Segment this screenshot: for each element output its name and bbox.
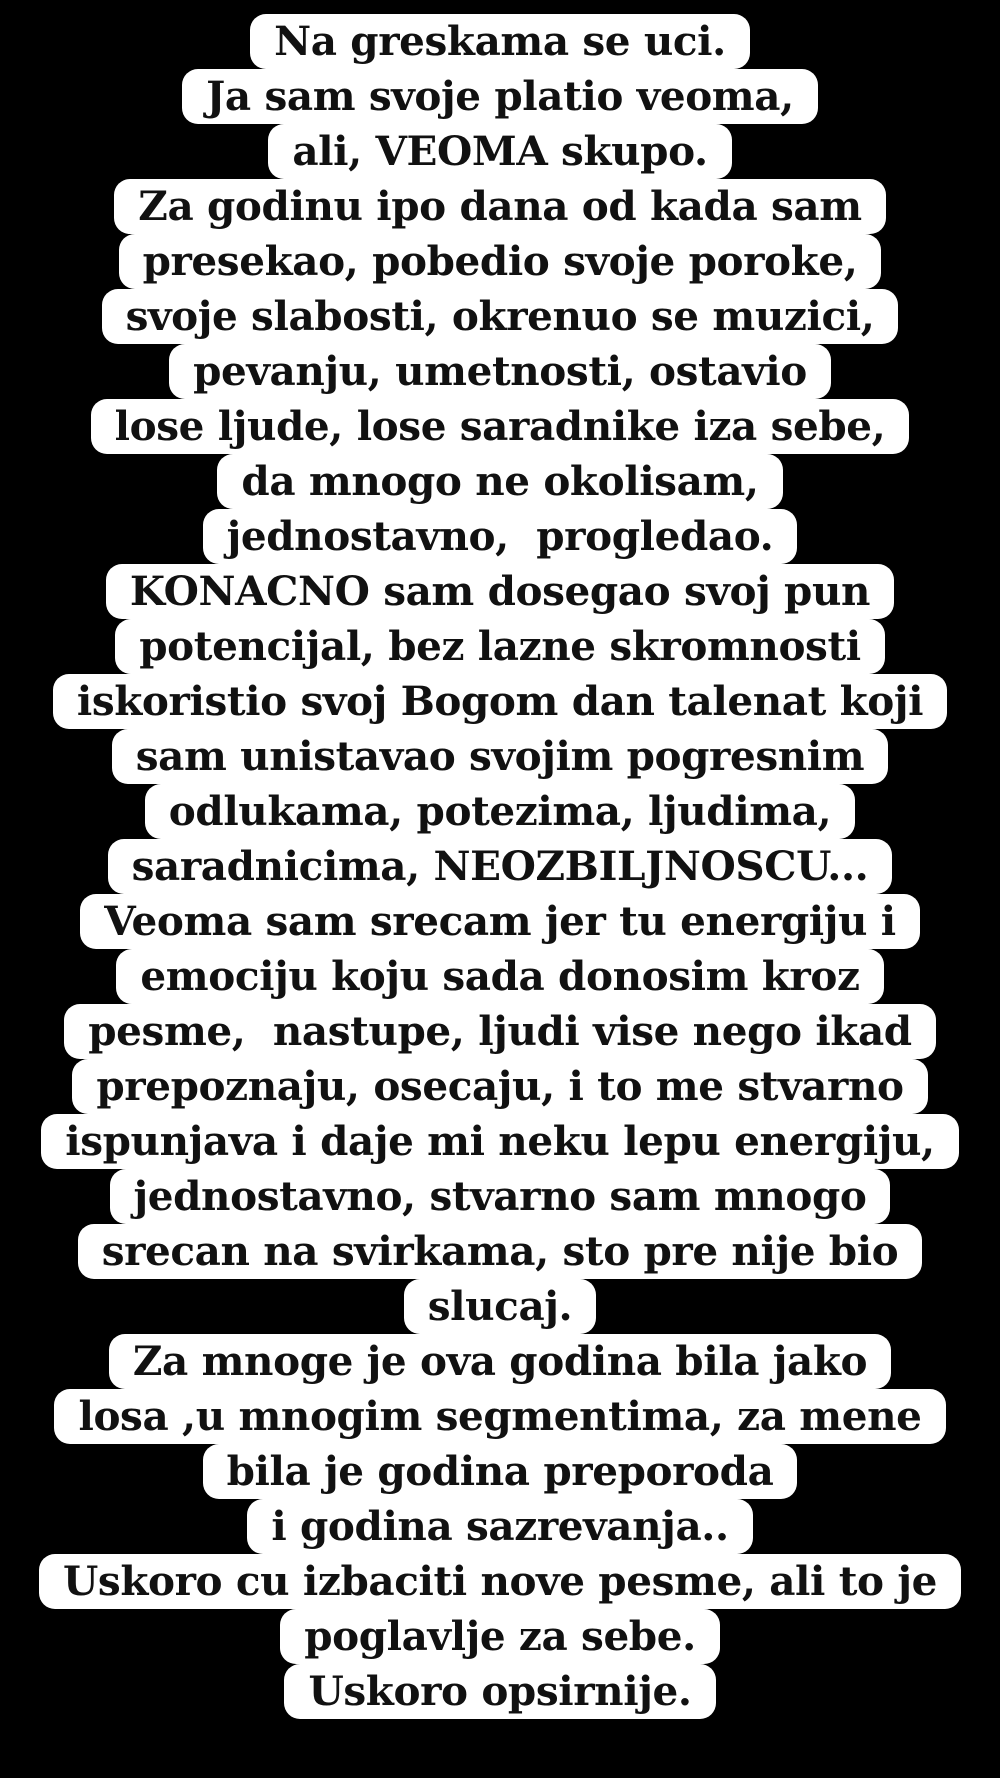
- story-line-11: KONACNO sam dosegao svoj pun: [106, 564, 894, 619]
- story-line-7: pevanju, umetnosti, ostavio: [169, 344, 831, 399]
- story-line-30: poglavlje za sebe.: [280, 1609, 720, 1664]
- story-line-5: presekao, pobedio svoje poroke,: [119, 234, 882, 289]
- story-line-26: losa ,u mnogim segmentima, za mene: [54, 1389, 945, 1444]
- story-line-20: prepoznaju, osecaju, i to me stvarno: [72, 1059, 927, 1114]
- story-line-17: Veoma sam srecam jer tu energiju i: [80, 894, 920, 949]
- story-line-9: da mnogo ne okolisam,: [217, 454, 782, 509]
- story-line-1: Na greskama se uci.: [250, 14, 750, 69]
- story-line-29: Uskoro cu izbaciti nove pesme, ali to je: [39, 1554, 961, 1609]
- story-line-3: ali, VEOMA skupo.: [268, 124, 731, 179]
- story-line-28: i godina sazrevanja..: [247, 1499, 752, 1554]
- story-line-24: slucaj.: [404, 1279, 597, 1334]
- story-line-14: sam unistavao svojim pogresnim: [112, 729, 889, 784]
- story-line-27: bila je godina preporoda: [203, 1444, 798, 1499]
- story-line-19: pesme, nastupe, ljudi vise nego ikad: [64, 1004, 935, 1059]
- story-line-18: emociju koju sada donosim kroz: [116, 949, 883, 1004]
- story-line-16: saradnicima, NEOZBILJNOSCU...: [108, 839, 893, 894]
- story-line-2: Ja sam svoje platio veoma,: [182, 69, 818, 124]
- story-line-12: potencijal, bez lazne skromnosti: [115, 619, 885, 674]
- story-line-10: jednostavno, progledao.: [203, 509, 798, 564]
- story-line-25: Za mnoge je ova godina bila jako: [109, 1334, 891, 1389]
- story-line-23: srecan na svirkama, sto pre nije bio: [78, 1224, 923, 1279]
- story-line-21: ispunjava i daje mi neku lepu energiju,: [41, 1114, 959, 1169]
- story-line-6: svoje slabosti, okrenuo se muzici,: [102, 289, 899, 344]
- story-line-8: lose ljude, lose saradnike iza sebe,: [91, 399, 910, 454]
- story-line-15: odlukama, potezima, ljudima,: [145, 784, 855, 839]
- story-line-31: Uskoro opsirnije.: [284, 1664, 715, 1719]
- story-line-4: Za godinu ipo dana od kada sam: [114, 179, 885, 234]
- story-line-22: jednostavno, stvarno sam mnogo: [110, 1169, 891, 1224]
- story-line-13: iskoristio svoj Bogom dan talenat koji: [53, 674, 947, 729]
